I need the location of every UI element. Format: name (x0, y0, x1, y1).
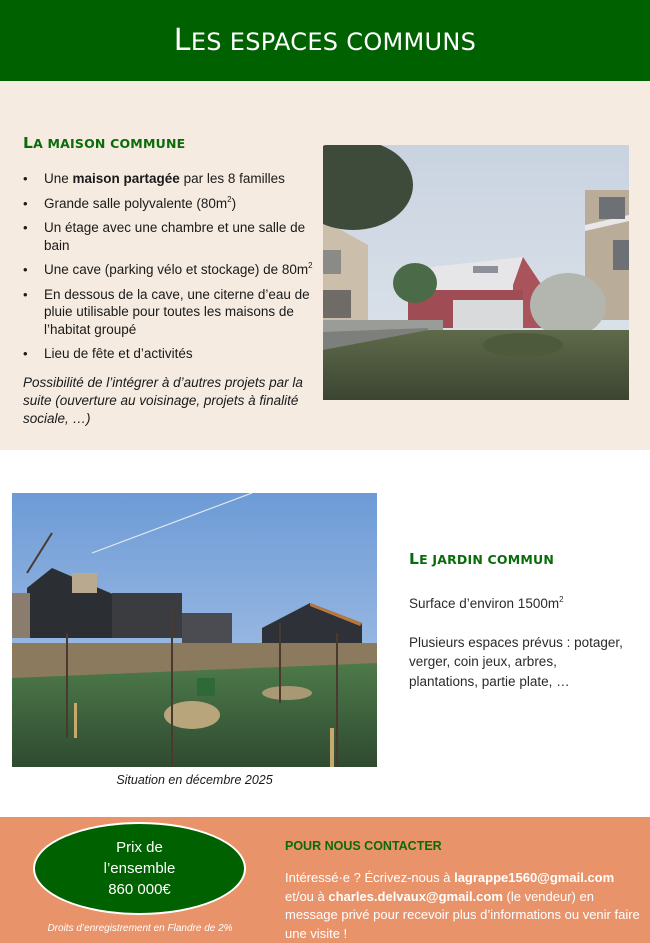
list-item: • Une maison partagée par les 8 familles (23, 170, 315, 188)
page-title: LES ESPACES COMMUNS (173, 23, 477, 58)
list-item: • En dessous de la cave, une citerne d’eau de pluie utilisable pour toutes les maisons de l’habitat groupé (23, 286, 315, 339)
price-badge (33, 822, 246, 915)
maison-feature-list (23, 170, 315, 363)
list-item: • Lieu de fête et d’activités (23, 345, 315, 363)
contact-text: Intéressé·e ? Écrivez-nous à lagrappe1560@gmail.com et/ou à charles.delvaux@gmail.com (le vendeur) en message privé pour recevoir plus d’informations ou venir faire une visite ! (285, 870, 640, 941)
list-item: • Un étage avec une chambre et une salle de bain (23, 219, 315, 254)
maison-note: Possibilité de l’intégrer à d’autres projets par la suite (ouverture au voisinage, projets à finalité sociale, …) (23, 375, 303, 426)
list-item: • Grande salle polyvalente $(80m^2)$ (23, 195, 315, 213)
jardin-spaces: Plusieurs espaces prévus : potager, verger, coin jeux, arbres, plantations, partie plate, … (409, 634, 623, 689)
footer-contact-section (0, 817, 650, 943)
jardin-photo-image (12, 493, 377, 767)
jardin-title: LE JARDIN COMMUN (409, 550, 555, 568)
jardin-surface: Surface d’environ $1500m^2$ (409, 595, 564, 611)
price-label-2: l’ensemble (103, 860, 176, 877)
registration-fee-note: Droits d’enregistrement en Flandre de 2% (47, 923, 233, 934)
section-maison-commune (0, 81, 650, 450)
jardin-photo-caption: Situation en décembre 2025 (116, 773, 273, 787)
maison-title: LA MAISON COMMUNE (23, 134, 186, 152)
jardin-description (409, 594, 629, 710)
contact-title: POUR NOUS CONTACTER (285, 839, 442, 853)
list-item: • Une cave (parking vélo et stockage) de $80m^2$ (23, 261, 315, 279)
email-link-charles[interactable]: charles.delvaux@gmail.com (328, 888, 503, 904)
email-link-lagrappe[interactable]: lagrappe1560@gmail.com (454, 870, 615, 885)
page-header (0, 0, 650, 81)
maison-rendering-image (323, 145, 629, 400)
price-label: Prix de (116, 839, 163, 856)
price-value: 860 000€ (108, 881, 171, 898)
